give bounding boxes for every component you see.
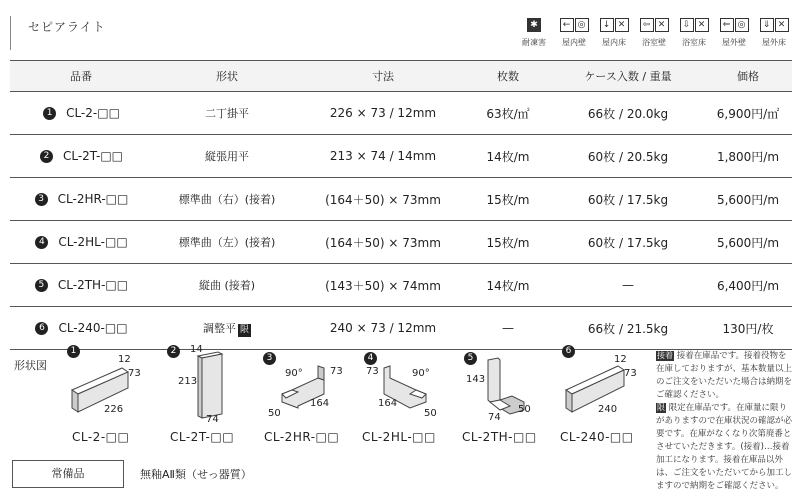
bonded-note: 接着在庫品です。接着役物を在庫しておりますが、基本数量以上のご注文をいただいた場合は納期をご確認ください。 [656,351,793,400]
count-cell: — [464,307,552,350]
row-number-badge: 3 [35,193,48,206]
page-title: セピアライト [28,20,106,34]
size-cell: 226 × 73 / 12mm [302,92,464,135]
bonded-tag: 接着 [657,351,673,360]
case-cell: 66枚 / 21.5kg [552,307,704,350]
shape-badge: 6 [562,345,575,358]
usage-icons [516,18,792,48]
shape-cell: 標準曲（左）(接着) [152,221,302,264]
row-number-badge: 4 [35,236,48,249]
standard-stock-label: 常備品 [12,460,124,488]
limited-tag: 限 [657,403,665,412]
shape-badge: 3 [263,352,276,365]
shape-2-drawing [196,350,230,422]
notes [656,350,794,493]
shape-badge: 4 [364,352,377,365]
header-size: 寸法 [302,61,464,92]
shape-cell: 二丁掛平 [152,92,302,135]
size-cell: 240 × 73 / 12mm [302,307,464,350]
header-price: 価格 [704,61,792,92]
spec-table [10,60,792,350]
glaze-class: 無釉AⅡ類（せっ器質） [140,468,252,481]
row-number-badge: 2 [40,150,53,163]
count-cell: 14枚/m [464,135,552,178]
table-row [10,221,792,264]
shape-code: CL-2TH-□□ [462,430,537,444]
indoor-wall-icon: ← ◎ 屋内壁 [556,18,592,48]
table-header-row [10,61,792,92]
shape-cell: 縦曲 (接着) [152,264,302,307]
table-row [10,92,792,135]
price-cell: 6,900円/㎡ [704,92,792,135]
bath-floor-icon: ⇩ ✕ 浴室床 [676,18,712,48]
shape-code: CL-2HR-□□ [264,430,340,444]
table-row [10,264,792,307]
product-code: CL-2TH-□□ [57,278,129,292]
count-cell: 15枚/m [464,178,552,221]
table-row [10,307,792,350]
table-row [10,135,792,178]
product-code: CL-2HL-□□ [58,235,128,249]
case-cell: 60枚 / 17.5kg [552,221,704,264]
case-cell: 60枚 / 20.5kg [552,135,704,178]
price-cell: 6,400円/m [704,264,792,307]
shape-code: CL-2T-□□ [170,430,235,444]
product-code: CL-2-□□ [66,106,120,120]
shape-diagram-title: 形状図 [14,359,47,372]
shape-cell: 標準曲（右）(接着) [152,178,302,221]
size-cell: (164＋50) × 73mm [302,221,464,264]
shape-code: CL-2HL-□□ [362,430,436,444]
header-case: ケース入数 / 重量 [552,61,704,92]
size-cell: (164＋50) × 73mm [302,178,464,221]
case-cell: 66枚 / 20.0kg [552,92,704,135]
case-cell: 60枚 / 17.5kg [552,178,704,221]
product-code: CL-2HR-□□ [57,192,129,206]
row-number-badge: 1 [43,107,56,120]
outdoor-floor-icon: ⇓ ✕ 屋外床 [756,18,792,48]
price-cell: 130円/枚 [704,307,792,350]
price-cell: 5,600円/m [704,221,792,264]
header-count: 枚数 [464,61,552,92]
limited-stock-badge: 限 [239,324,249,335]
title-rule [10,16,11,50]
indoor-floor-icon: ↓ ✕ 屋内床 [596,18,632,48]
outdoor-wall-icon: ⇐ ◎ 屋外壁 [716,18,752,48]
size-cell: 213 × 74 / 14mm [302,135,464,178]
bath-wall-icon: ⇦ ✕ 浴室壁 [636,18,672,48]
shape-cell: 縦張用平 [152,135,302,178]
frost-icon: ✱ 耐凍害 [522,20,546,47]
count-cell: 14枚/m [464,264,552,307]
count-cell: 15枚/m [464,221,552,264]
count-cell: 63枚/㎡ [464,92,552,135]
price-cell: 5,600円/m [704,178,792,221]
case-cell: — [552,264,704,307]
row-number-badge: 6 [35,322,48,335]
header-code: 品番 [10,61,152,92]
product-code: CL-2T-□□ [62,149,124,163]
size-cell: (143＋50) × 74mm [302,264,464,307]
shape-badge: 2 [167,345,180,358]
shape-badge: 5 [464,352,477,365]
product-code: CL-240-□□ [58,321,128,335]
row-number-badge: 5 [35,279,48,292]
table-row [10,178,792,221]
shape-code: CL-2-□□ [72,430,130,444]
limited-note: 限定在庫品です。在庫量に限りがありますので在庫状況の確認が必要です。在庫がなくなり次第廃番とさせていただきます。(接着)…接着加工になります。接着在庫品以外は、ご注文をいただいてから加工しますので納期をご確認ください。 [656,403,793,491]
price-cell: 1,800円/m [704,135,792,178]
shape-cell: 調整平 限 [152,307,302,350]
header-shape: 形状 [152,61,302,92]
shape-code: CL-240-□□ [560,430,634,444]
shape-badge: 1 [67,345,80,358]
